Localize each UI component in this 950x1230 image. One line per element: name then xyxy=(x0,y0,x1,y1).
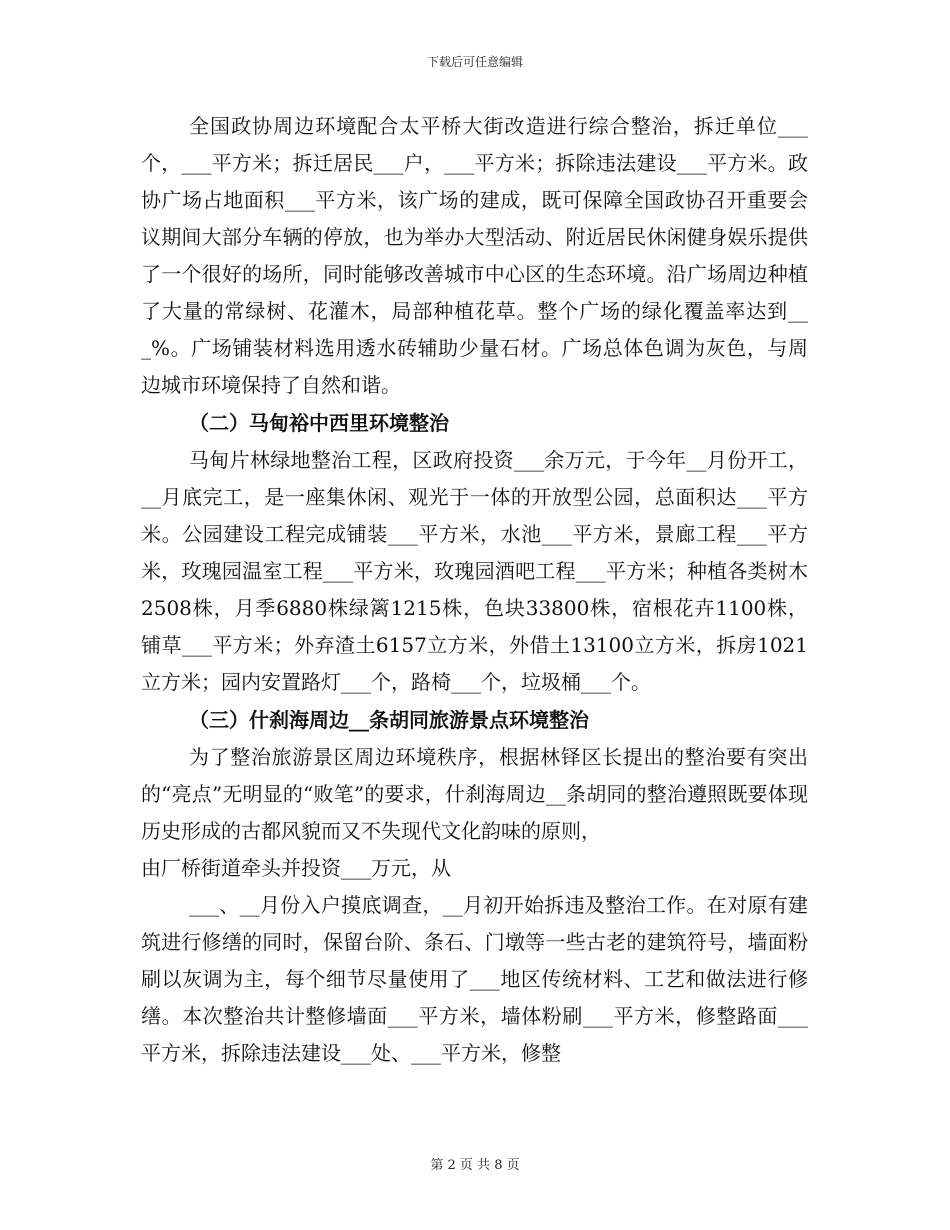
paragraph-shichahai-investment: 由厂桥街道牵头并投资___万元，从 xyxy=(141,856,451,880)
document-body xyxy=(141,108,808,1072)
section-heading-shichahai: （三）什刹海周边__条胡同旅游景点环境整治 xyxy=(189,708,589,732)
paragraph-shichahai-intro: 为了整治旅游景区周边环境秩序，根据林铎区长提出的整治要有突出的“亮点”无明显的“败笔”的要求，什刹海周边__条胡同的整治遵照既要体现历史形成的古都风貌而又不失现代文化韵味的原则， xyxy=(141,745,808,843)
page-header: 下载后可任意编辑 xyxy=(426,55,523,69)
paragraph-cppcc-environment: 全国政协周边环境配合太平桥大街改造进行综合整治，拆迁单位___个，___平方米；拆迁居民___户，___平方米；拆除违法建设___平方米。政协广场占地面积___平方米，该广场的建成，既可保障全国政协召开重要会议期间大部分车辆的停放，也为举办大型活动、附近居民休闲健身娱乐提供了一个很好的场所，同时能够改善城市中心区的生态环境。沿广场周边种植了大量的常绿树、花灌木，局部种植花草。整个广场的绿化覆盖率达到___%。广场铺装材料选用透水砖辅助少量石材。广场总体色调为灰色，与周边城市环境保持了自然和谐。 xyxy=(141,114,808,397)
page-number-footer: 第 2 页 共 8 页 xyxy=(430,1158,520,1173)
section-heading-madian: （二）马甸裕中西里环境整治 xyxy=(189,411,449,435)
paragraph-madian-park: 马甸片林绿地整治工程，区政府投资___余万元，于今年__月份开工，__月底完工，是一座集休闲、观光于一体的开放型公园，总面积达___平方米。公园建设工程完成铺装___平方米，水池___平方米，景廊工程___平方米，玫瑰园温室工程___平方米，玫瑰园酒吧工程___平方米；种植各类树木2508株，月季6880株绿篱1215株，色块33800株，宿根花卉1100株，铺草___平方米；外弃渣土6157立方米，外借土13100立方米，拆房1021立方米；园内安置路灯___个，路椅___个，垃圾桶___个。 xyxy=(141,448,808,694)
paragraph-shichahai-works: ___、__月份入户摸底调查，__月初开始拆违及整治工作。在对原有建筑进行修缮的同时，保留台阶、条石、门墩等一些古老的建筑符号，墙面粉刷以灰调为主，每个细节尽量使用了___地区传统材料、工艺和做法进行修缮。本次整治共计整修墙面___平方米，墙体粉刷___平方米，修整路面___平方米，拆除违法建设___处、___平方米，修整 xyxy=(141,893,808,1065)
